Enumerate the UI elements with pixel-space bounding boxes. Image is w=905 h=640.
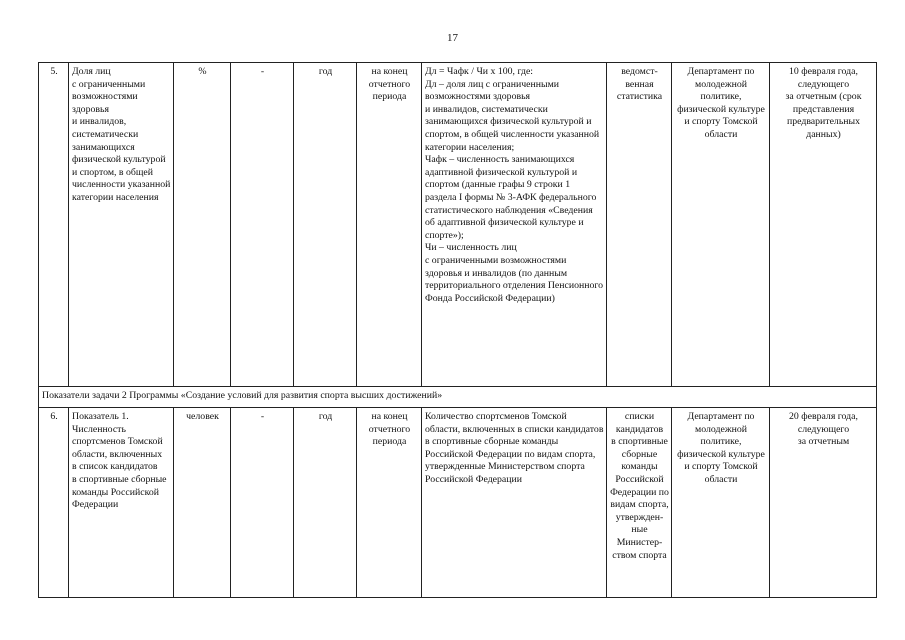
row-number: 6.	[39, 408, 69, 598]
dash-cell: -	[231, 63, 294, 387]
deadline-cell: 10 февраля года, следующего за отчетным (срок представления предварительных данных)	[770, 63, 877, 387]
unit-cell: %	[174, 63, 231, 387]
table-row	[39, 63, 877, 387]
page-number: 17	[447, 32, 458, 44]
moment-cell: на конец отчетного периода	[357, 63, 422, 387]
indicator-name: Показатель 1. Численность спортсменов Томской области, включенных в список кандидатов в спортивные сборные команды Российской Федерации	[69, 408, 174, 598]
indicator-name: Доля лиц с ограниченными возможностями здоровья и инвалидов, систематически занимающихся физической культурой и спортом, в общей численности указанной категории населения	[69, 63, 174, 387]
source-cell: списки кандидатов в спортивные сборные команды Российской Федерации по видам спорта, утвержден- ные Министер- ством спорта	[607, 408, 672, 598]
formula-cell: Дл = Чафк / Чи х 100, где: Дл – доля лиц с ограниченными возможностями здоровья и инвалидов, систематически занимающихся физической культурой и спортом, в общей численности указанной категории населения; Чафк – численность занимающихся адаптивной физической культурой и спортом (данные графы 9 строки 1 раздела I формы № 3-АФК федерального статистического наблюдения «Сведения об адаптивной физической культуре и спорте»); Чи – численность лиц с ограниченными возможностями здоровья и инвалидов (по данным территориального отделения Пенсионного Фонда Российской Федерации)	[422, 63, 607, 387]
dash-cell: -	[231, 408, 294, 598]
section-header-row	[39, 387, 877, 408]
period-cell: год	[294, 408, 357, 598]
deadline-cell: 20 февраля года, следующего за отчетным	[770, 408, 877, 598]
indicators-table	[38, 62, 877, 598]
responsible-cell: Департамент по молодежной политике, физической культуре и спорту Томской области	[672, 408, 770, 598]
section-header: Показатели задачи 2 Программы «Создание условий для развития спорта высших достижений»	[39, 387, 877, 408]
period-cell: год	[294, 63, 357, 387]
unit-cell: человек	[174, 408, 231, 598]
source-cell: ведомст- венная статистика	[607, 63, 672, 387]
table-row	[39, 408, 877, 598]
formula-cell: Количество спортсменов Томской области, включенных в списки кандидатов в спортивные сборные команды Российской Федерации по видам спорта, утвержденные Министерством спорта Российской Федерации	[422, 408, 607, 598]
row-number: 5.	[39, 63, 69, 387]
responsible-cell: Департамент по молодежной политике, физической культуре и спорту Томской области	[672, 63, 770, 387]
moment-cell: на конец отчетного периода	[357, 408, 422, 598]
